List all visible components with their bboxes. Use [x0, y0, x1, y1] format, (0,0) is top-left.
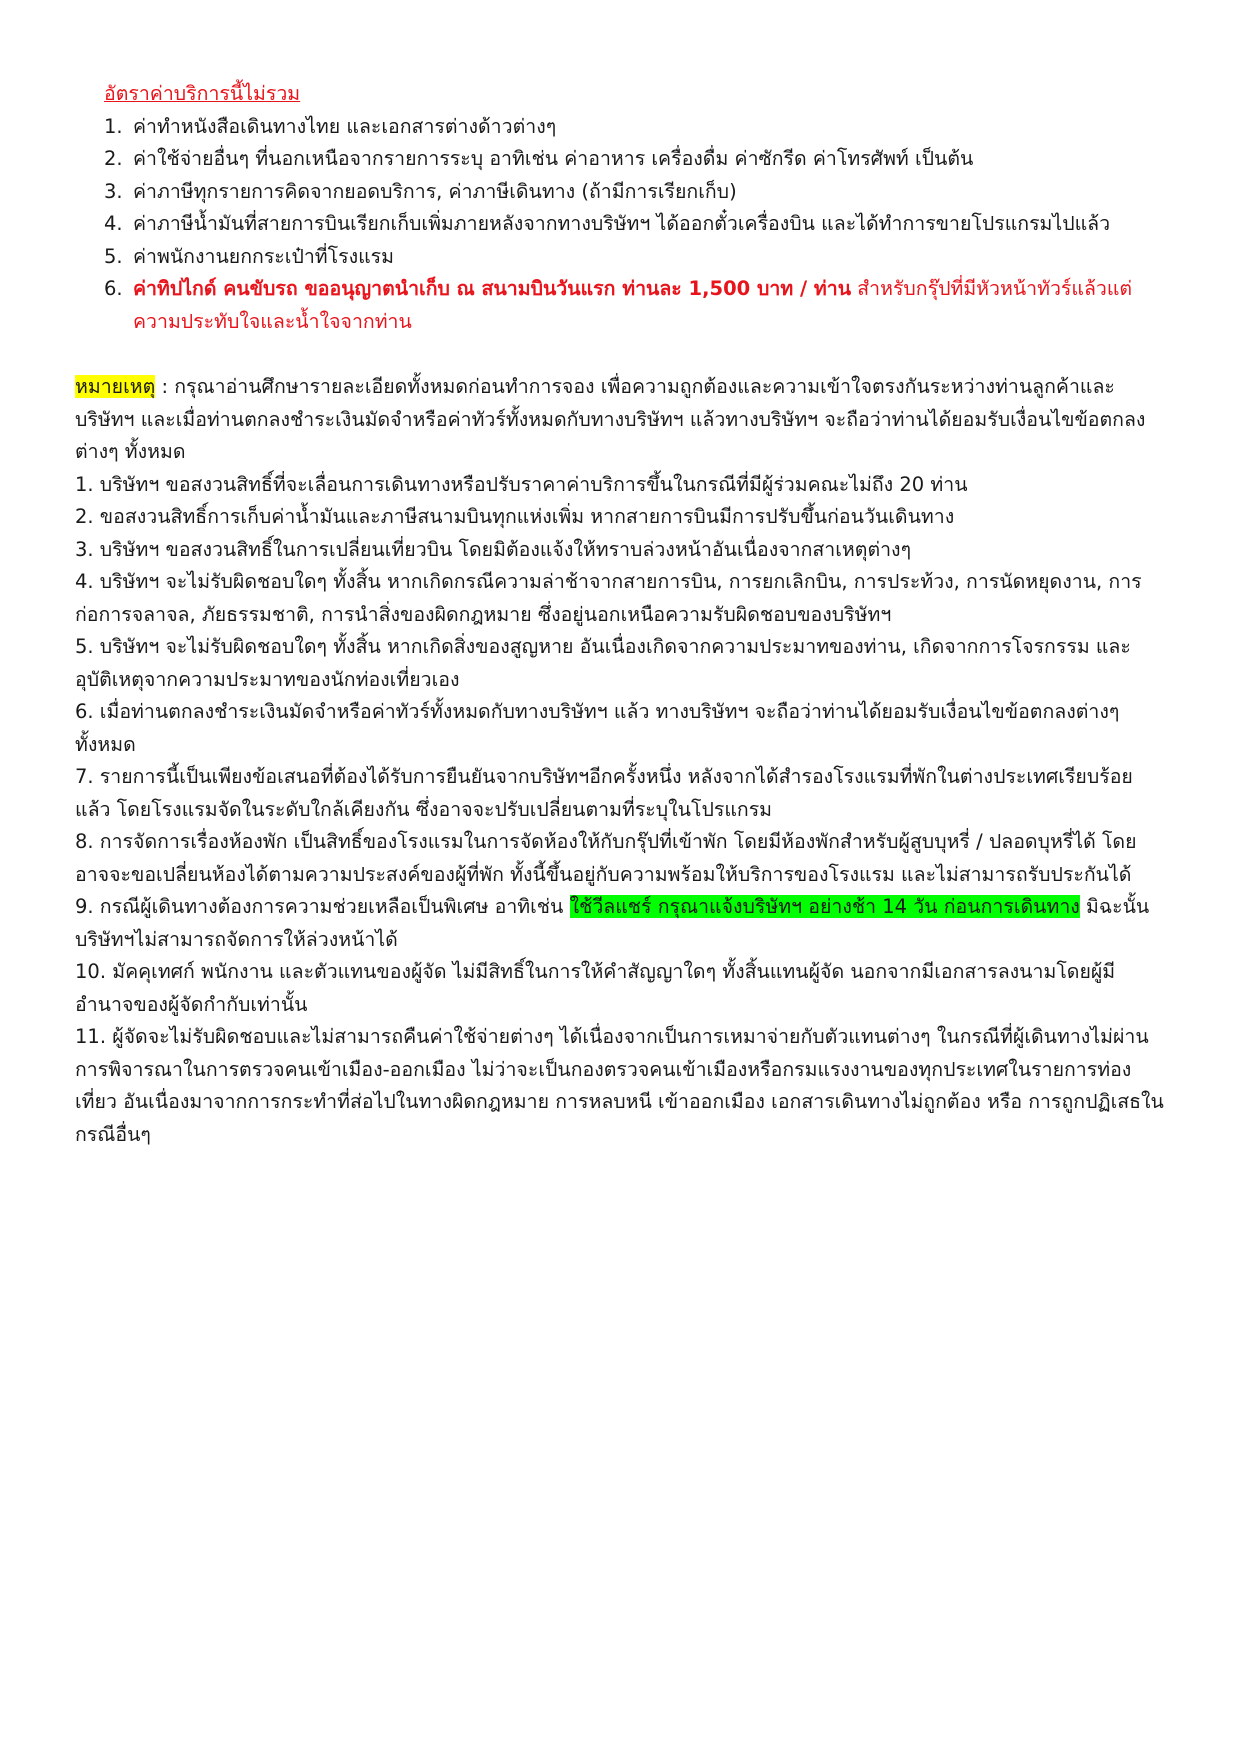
exclusions-section: [104, 78, 1174, 338]
remark-text: มิฉะนั้นบริษัทฯไม่สามารถจัดการให้ล่วงหน้าได้: [75, 895, 1150, 951]
remark-text: 9. กรณีผู้เดินทางต้องการความช่วยเหลือเป็นพิเศษ อาทิเช่น: [75, 895, 570, 918]
remark-item: 11. ผู้จัดจะไม่รับผิดชอบและไม่สามารถคืนค่าใช้จ่ายต่างๆ ได้เนื่องจากเป็นการเหมาจ่ายกับตัวแทนต่างๆ ในกรณีที่ผู้เดินทางไม่ผ่านการพิจารณาในการตรวจคนเข้าเมือง-ออกเมือง ไม่ว่าจะเป็นกองตรวจคนเข้าเมืองหรือกรมแรงงานของทุกประเทศในรายการท่องเที่ยว อันเนื่องมาจากการกระทำที่ส่อไปในทางผิดกฎหมาย การหลบหนี เข้าออกเมือง เอกสารเดินทางไม่ถูกต้อง หรือ การถูกปฏิเสธในกรณีอื่นๆ: [75, 1025, 1164, 1146]
remark-item: 1. บริษัทฯ ขอสงวนสิทธิ์ที่จะเลื่อนการเดินทางหรือปรับราคาค่าบริการขึ้นในกรณีที่มีผู้ร่วมคณะไม่ถึง 20 ท่าน: [75, 472, 968, 496]
exclusion-number: 5.: [104, 244, 123, 268]
remark-item: 4. บริษัทฯ จะไม่รับผิดชอบใดๆ ทั้งสิ้น หากเกิดกรณีความล่าช้าจากสายการบิน, การยกเลิกบิน, การประท้วง, การนัดหยุดงาน, การก่อการจลาจล, ภัยธรรมชาติ, การนำสิ่งของผิดกฎหมาย ซึ่งอยู่นอกเหนือความรับผิดชอบของบริษัทฯ: [75, 570, 1142, 626]
exclusion-item: [104, 111, 1174, 144]
remark-item: 7. รายการนี้เป็นเพียงข้อเสนอที่ต้องได้รับการยืนยันจากบริษัทฯอีกครั้งหนึ่ง หลังจากได้สำรองโรงแรมที่พักในต่างประเทศเรียบร้อยแล้ว โดยโรงแรมจัดในระดับใกล้เคียงกัน ซึ่งอาจจะปรับเปลี่ยนตามที่ระบุในโปรแกรม: [75, 765, 1133, 821]
remark-item: 10. มัคคุเทศก์ พนักงาน และตัวแทนของผู้จัด ไม่มีสิทธิ์ในการให้คำสัญญาใดๆ ทั้งสิ้นแทนผู้จัด นอกจากมีเอกสารลงนามโดยผู้มีอำนาจของผู้จัดกำกับเท่านั้น: [75, 960, 1116, 1016]
exclusion-number: 3.: [104, 179, 123, 203]
remark-item: 8. การจัดการเรื่องห้องพัก เป็นสิทธิ์ของโรงแรมในการจัดห้องให้กับกรุ๊ปที่เข้าพัก โดยมีห้องพักสำหรับผู้สูบบุหรี่ / ปลอดบุหรี่ได้ โดยอาจจะขอเปลี่ยนห้องได้ตามความประสงค์ของผู้ที่พัก ทั้งนี้ขึ้นอยู่กับความพร้อมให้บริการของโรงแรม และไม่สามารถรับประกันได้: [75, 830, 1137, 886]
exclusion-text: ค่าพนักงานยกกระเป๋าที่โรงแรม: [133, 244, 394, 268]
exclusion-text: ค่าภาษีทุกรายการคิดจากยอดบริการ, ค่าภาษีเดินทาง (ถ้ามีการเรียกเก็บ): [133, 179, 737, 203]
exclusion-item: [104, 241, 1174, 274]
exclusion-text: ค่าใช้จ่ายอื่นๆ ที่นอกเหนือจากรายการระบุ อาทิเช่น ค่าอาหาร เครื่องดื่ม ค่าซักรีด ค่าโทรศัพท์ เป็นต้น: [133, 147, 974, 170]
remarks-intro-text: : กรุณาอ่านศึกษารายละเอียดทั้งหมดก่อนทำการจอง เพื่อความถูกต้องและความเข้าใจตรงกันระหว่างท่านลูกค้าและบริษัทฯ และเมื่อท่านตกลงชำระเงินมัดจำหรือค่าทัวร์ทั้งหมดกับทางบริษัทฯ แล้วทางบริษัทฯ จะถือว่าท่านได้ยอมรับเงื่อนไขข้อตกลงต่างๆ ทั้งหมด: [75, 375, 1146, 463]
exclusions-title: อัตราค่าบริการนี้ไม่รวม: [104, 82, 301, 105]
remark-item: 6. เมื่อท่านตกลงชำระเงินมัดจำหรือค่าทัวร์ทั้งหมดกับทางบริษัทฯ แล้ว ทางบริษัทฯ จะถือว่าท่านได้ยอมรับเงื่อนไขข้อตกลงต่างๆ ทั้งหมด: [75, 700, 1120, 756]
exclusion-item: [104, 143, 1174, 176]
exclusion-item: [104, 176, 1174, 209]
remark-item: 2. ขอสงวนสิทธิ์การเก็บค่าน้ำมันและภาษีสนามบินทุกแห่งเพิ่ม หากสายการบินมีการปรับขึ้นก่อนวันเดินทาง: [75, 505, 955, 528]
tip-fee-text: สำหรับกรุ๊ปที่มีหัวหน้าทัวร์แล้วแต่ความประทับใจและน้ำใจจากท่าน: [133, 277, 1133, 333]
exclusion-number: 6.: [104, 277, 123, 300]
exclusion-text: ค่าภาษีน้ำมันที่สายการบินเรียกเก็บเพิ่มภายหลังจากทางบริษัทฯ ได้ออกตั๋วเครื่องบิน และได้ทำการขายโปรแกรมไปแล้ว: [133, 212, 1111, 235]
exclusion-number: 1.: [104, 114, 123, 138]
remark-item-wheelchair: [75, 891, 1167, 956]
remarks-section: [75, 371, 1167, 1151]
remark-item: 3. บริษัทฯ ขอสงวนสิทธิ์ในการเปลี่ยนเที่ยวบิน โดยมิต้องแจ้งให้ทราบล่วงหน้าอันเนื่องจากสาเหตุต่างๆ: [75, 537, 912, 561]
exclusion-number: 4.: [104, 212, 123, 235]
exclusions-list: [104, 111, 1174, 339]
remarks-intro: [75, 371, 1167, 469]
exclusion-text: ค่าทำหนังสือเดินทางไทย และเอกสารต่างด้าวต่างๆ: [133, 114, 557, 138]
exclusion-item: [104, 208, 1174, 241]
exclusion-item-tip: [104, 273, 1174, 338]
exclusion-number: 2.: [104, 147, 123, 170]
remark-item: 5. บริษัทฯ จะไม่รับผิดชอบใดๆ ทั้งสิ้น หากเกิดสิ่งของสูญหาย อันเนื่องเกิดจากความประมาทของท่าน, เกิดจากการโจรกรรม และอุบัติเหตุจากความประมาทของนักท่องเที่ยวเอง: [75, 635, 1131, 691]
wheelchair-highlight: ใช้วีลแชร์ กรุณาแจ้งบริษัทฯ อย่างช้า 14 วัน ก่อนการเดินทาง: [569, 895, 1080, 918]
remarks-label: หมายเหตุ: [75, 375, 156, 398]
tip-fee-bold-text: ค่าทิปไกด์ คนขับรถ ขออนุญาตนำเก็บ ณ สนามบินวันแรก ท่านละ 1,500 บาท / ท่าน: [133, 277, 852, 300]
